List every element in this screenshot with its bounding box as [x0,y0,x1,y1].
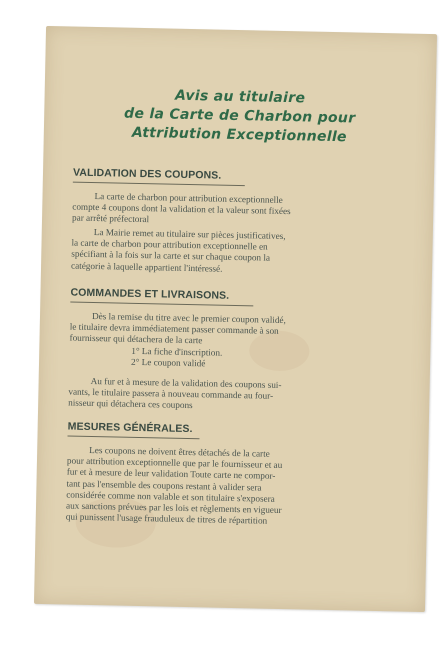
text-line: La Mairie remet au titulaire sur pièces justificatives, [93,227,286,242]
text-line: qui punissent l'usage frauduleux de titres de répartition [65,511,268,526]
text-line: compte 4 coupons dont la validation et la valeur sont fixées [72,201,291,217]
mesures-paragraph [66,445,398,530]
text-line: spécifiant à la fois sur la carte et sur chaque coupon la [71,248,271,264]
text-line: Les coupons ne doivent êtres détachés de la carte [89,444,270,459]
title-line-3: Attribution Exceptionnelle [131,124,347,146]
text-line: Au fur et à mesure de la validation des coupons sui- [90,375,282,390]
list-item: 2° Le coupon validé [130,357,206,369]
validation-paragraph-1 [72,191,403,232]
heading-underline [70,302,253,307]
text-line: considérée comme non valable et son titulaire s'exposera [66,489,275,504]
text-line: nisseur qui détachera ces coupons [68,397,193,411]
heading-commandes: COMMANDES ET LIVRAISONS. [70,286,230,302]
text-line: par arrêté préfectoral [71,212,150,225]
text-line: fournisseur qui détachera de la carte [69,332,203,346]
text-line: tant pas l'ensemble des coupons restant à valider sera [66,478,262,493]
heading-underline [73,182,245,187]
coal-card-notice [34,26,437,612]
text-line: catégorie à laquelle appartient l'intéressé. [70,260,223,274]
title-line-2: de la Carte de Charbon pour [123,105,356,127]
notice-title [44,84,436,149]
text-line: pour attribution exceptionnelle que par le fournisseur et au [66,455,283,471]
heading-mesures: MESURES GÉNÉRALES. [67,420,193,436]
text-line: aux sanctions prévues par les lois et règlements en vigueur [65,500,282,516]
text-line: fur et à mesure de leur validation Toute carte ne compor- [66,466,276,482]
text-line: la carte de charbon pour attribution exceptionnelle en [71,237,268,252]
text-line: Dès la remise du titre avec le premier coupon validé, [91,310,286,326]
text-line: La carte de charbon pour attribution exceptionnelle [94,191,283,205]
heading-underline [68,436,200,440]
commandes-paragraph-1 [69,311,400,352]
heading-validation: VALIDATION DES COUPONS. [72,166,222,182]
title-line-1: Avis au titulaire [174,87,306,107]
text-line: le titulaire devra immédiatement passer commande à son [69,321,279,337]
text-line: vants, le titulaire passera à nouveau commande au four- [68,386,274,402]
commandes-list [131,346,223,370]
list-item: 1° La fiche d'inscription. [131,345,223,358]
commandes-paragraph-2 [68,376,399,417]
validation-paragraph-2 [71,227,402,279]
